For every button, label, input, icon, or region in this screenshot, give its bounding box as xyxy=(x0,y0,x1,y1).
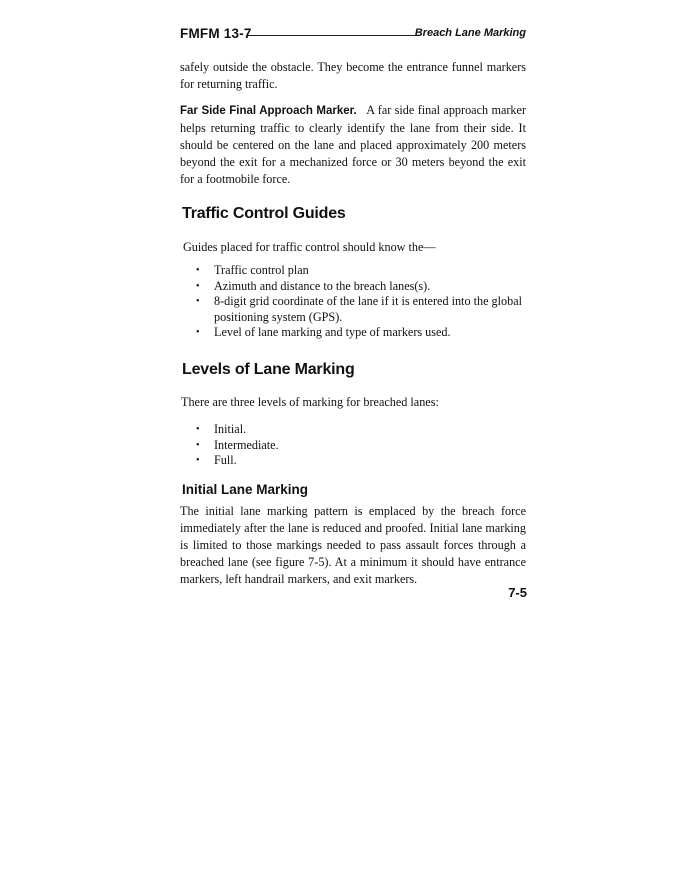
initial-marking-heading: Initial Lane Marking xyxy=(182,482,309,497)
levels-heading: Levels of Lane Marking xyxy=(182,361,355,378)
list-item: • Level of lane marking and type of markers used. xyxy=(196,325,451,339)
manual-designation: FMFM 13-7 xyxy=(180,26,252,41)
bullet-mark: • xyxy=(196,296,200,307)
far-side-label: Far Side Final Approach Marker. xyxy=(180,105,357,117)
chapter-title: Breach Lane Marking xyxy=(414,27,526,39)
far-side-text: A far side final approach marker helps returning traffic to clearly identify the lane from their side. It should be centered on the lane and placed approximately 200 meters beyond the exit for a mechanized force or 30 meters beyond the exit for a footmobile force. xyxy=(180,103,526,186)
list-item: • Traffic control plan xyxy=(196,263,309,277)
bullet-mark: • xyxy=(196,280,200,292)
initial-marking-paragraph: The initial lane marking pattern is emplaced by the breach force immediately after the lane is reduced and proofed. Initial lane marking is limited to those markings needed to pass assault forces through a breached lane (see figure 7-5). At a minimum it should have entrance markers, left handrail markers, and exit markers. xyxy=(180,504,526,586)
traffic-intro: Guides placed for traffic control should know the— xyxy=(183,240,436,254)
levels-intro: There are three levels of marking for breached lanes: xyxy=(181,395,439,409)
header-rule xyxy=(248,35,420,36)
list-item: • Intermediate. xyxy=(196,437,279,452)
bullet-mark: • xyxy=(196,439,200,451)
list-item: • Azimuth and distance to the breach lanes(s). xyxy=(196,278,431,293)
list-item: • 8-digit grid coordinate of the lane if it is entered into the global positioning system (GPS). xyxy=(196,294,522,324)
traffic-bullet-list xyxy=(190,263,526,341)
list-item: • Full. xyxy=(196,453,237,467)
list-item: • Initial. xyxy=(196,422,247,436)
continuation-paragraph: safely outside the obstacle. They become the entrance funnel markers for returning traffic. xyxy=(180,60,526,91)
traffic-control-heading: Traffic Control Guides xyxy=(182,205,346,222)
bullet-mark: • xyxy=(196,455,200,466)
page-number: 7-5 xyxy=(508,585,527,600)
bullet-mark: • xyxy=(196,327,200,338)
bullet-mark: • xyxy=(196,265,200,276)
levels-bullet-list xyxy=(190,422,526,469)
bullet-mark: • xyxy=(196,424,200,435)
far-side-paragraph xyxy=(180,102,526,188)
running-header xyxy=(180,26,526,44)
